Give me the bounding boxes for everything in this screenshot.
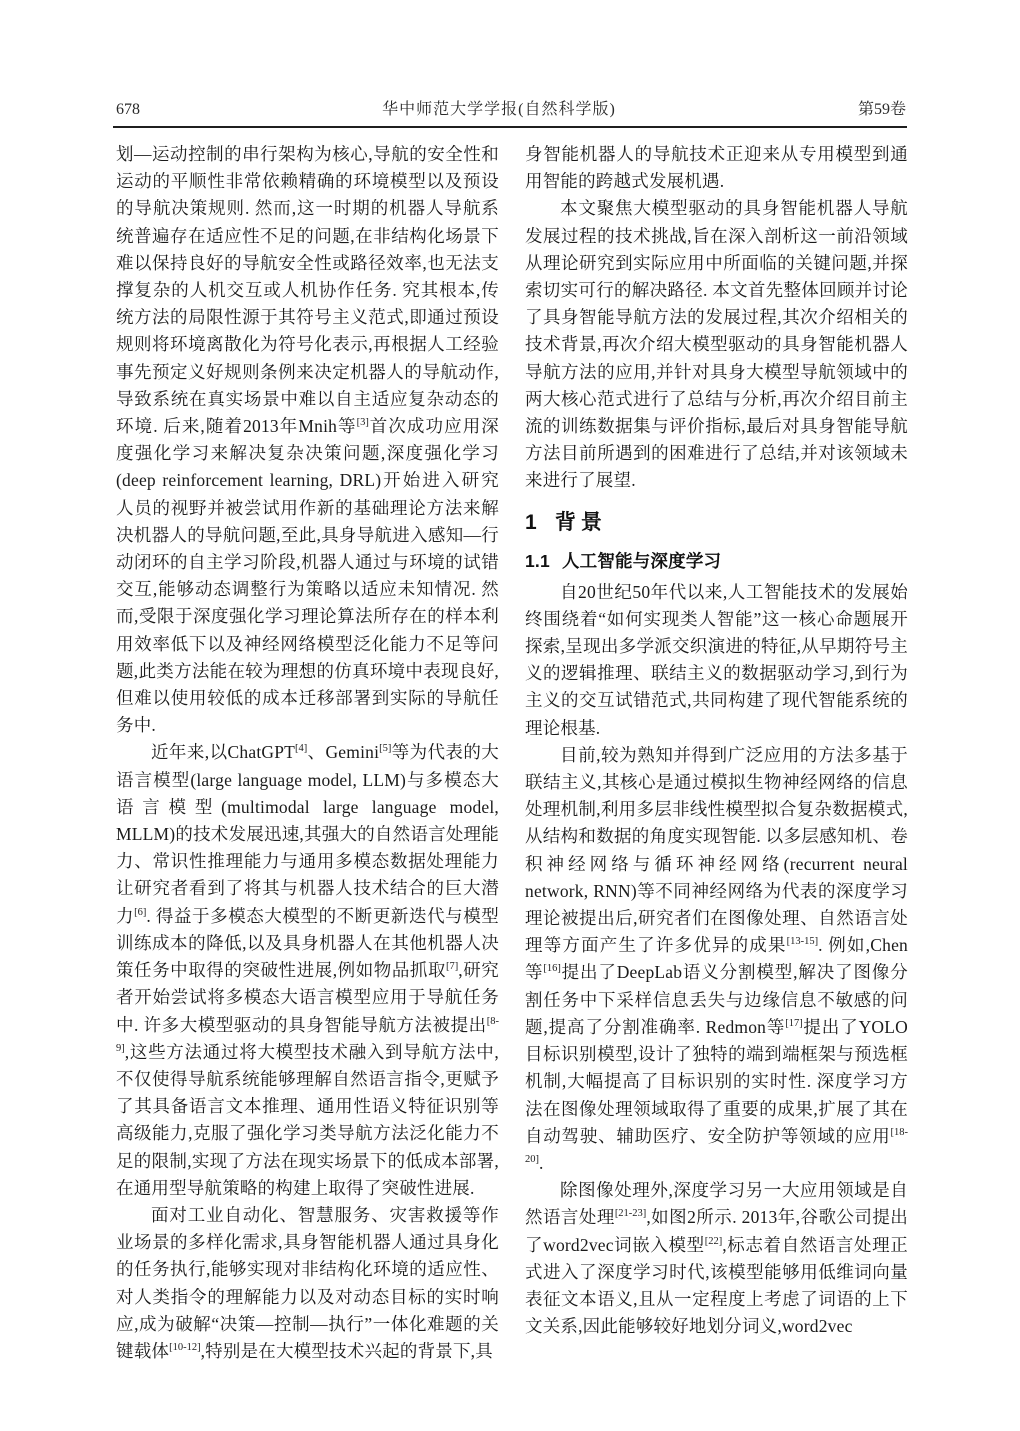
subsection-title: 人工智能与深度学习 xyxy=(561,550,722,571)
citation-ref: [16] xyxy=(543,963,561,975)
citation-ref: [5] xyxy=(379,743,392,755)
volume-label: 第59卷 xyxy=(857,101,906,118)
section-number: 1 xyxy=(525,510,537,534)
subsection-number: 1.1 xyxy=(525,550,550,571)
body-paragraph: 自20世纪50年代以来,人工智能技术的发展始终围绕着“如何实现类人智能”这一核心命题展开探索,呈现出多学派交织演进的特征,从早期符号主义的逻辑推理、联结主义的数据驱动学习,到行为主义的交互试错范式,共同构建了现代智能系统的理论根基. xyxy=(525,581,908,738)
citation-ref: [21-23] xyxy=(614,1208,647,1220)
citation-ref: [7] xyxy=(446,961,459,973)
right-column xyxy=(525,141,908,1365)
citation-ref: [17] xyxy=(785,1018,803,1030)
citation-ref: [13-15] xyxy=(786,936,819,948)
citation-ref: [8-9] xyxy=(116,1015,499,1054)
body-paragraph: 除图像处理外,深度学习另一大应用领域是自然语言处理[21-23],如图2所示. 2013年,谷歌公司提出了word2vec词嵌入模型[22],标志着自然语言处理正式进入了深度学习时代,该模型能够用低维词向量表征文本语义,且从一定程度上考虑了词语的上下文关系,因此能够较好地划分词义,word2vec xyxy=(525,1180,908,1337)
article-body xyxy=(116,141,908,1365)
header-divider xyxy=(113,126,907,128)
section-heading xyxy=(525,510,908,536)
left-column xyxy=(116,141,499,1365)
subsection-heading xyxy=(525,548,908,574)
citation-ref: [22] xyxy=(704,1235,723,1247)
page-header xyxy=(116,96,906,119)
citation-ref: [3] xyxy=(356,417,369,429)
citation-ref: [4] xyxy=(295,743,308,755)
body-paragraph: 身智能机器人的导航技术正迎来从专用模型到通用智能的跨越式发展机遇. xyxy=(525,144,908,192)
body-paragraph: 本文聚焦大模型驱动的具身智能机器人导航发展过程的技术挑战,旨在深入剖析这一前沿领域从理论研究到实际应用中所面临的关键问题,并探索切实可行的解决路径. 本文首先整体回顾并讨论了具身智能导航方法的发展过程,其次介绍相关的技术背景,再次介绍大模型驱动的具身智能机器人导航方法的应用,并针对具身大模型导航领域中的两大核心范式进行了总结与分析,再次介绍目前主流的训练数据集与评价指标,最后对具身智能导航方法目前所遇到的困难进行了总结,并对该领域未来进行了展望. xyxy=(525,198,908,491)
body-paragraph: 近年来,以ChatGPT[4]、Gemini[5]等为代表的大语言模型(large language model, LLM)与多模态大语言模型(multimodal large language model, MLLM)的技术发展迅速,其强大的自然语言处理能力、常识性推理能力与通用多模态数据处理能力让研究者看到了将其与机器人技术结合的巨大潜力[6]. 得益于多模态大模型的不断更新迭代与模型训练成本的降低,以及具身机器人在其他机器人决策任务中取得的突破性进展,例如物品抓取[7],研究者开始尝试将多模态大语言模型应用于导航任务中. 许多大模型驱动的具身智能导航方法被提出[8-9],这些方法通过将大模型技术融入到导航方法中,不仅使得导航系统能够理解自然语言指令,更赋予了其具备语言文本推理、通用性语义特征识别等高级能力,克服了强化学习类导航方法泛化能力不足的限制,实现了方法在现实场景下的低成本部署,在通用型导航策略的构建上取得了突破性进展. xyxy=(116,742,500,1198)
body-paragraph: 面对工业自动化、智慧服务、灾害救援等作业场景的多样化需求,具身智能机器人通过具身化的任务执行,能够实现对非结构化环境的适应性、对人类指令的理解能力以及对动态目标的实时响应,成为破解“决策—控制—执行”一体化难题的关键载体[10-12],特别是在大模型技术兴起的背景下,具 xyxy=(116,1204,499,1361)
citation-ref: [6] xyxy=(134,906,147,918)
page-number: 678 xyxy=(116,101,140,118)
body-paragraph: 目前,较为熟知并得到广泛应用的方法多基于联结主义,其核心是通过模拟生物神经网络的信息处理机制,利用多层非线性模型拟合复杂数据模式,从结构和数据的角度实现智能. 以多层感知机、卷积神经网络与循环神经网络(recurrent neural network, RNN)等不同神经网络为代表的深度学习理论被提出后,研究者们在图像处理、自然语言处理等方面产生了许多优异的成果[13-15]. 例如,Chen等[16]提出了DeepLab语义分割模型,解决了图像分割任务中下采样信息丢失与边缘信息不敏感的问题,提高了分割准确率. Redmon等[17]提出了YOLO目标识别模型,设计了独特的端到端框架与预选框机制,大幅提高了目标识别的实时性. 深度学习方法在图像处理领域取得了重要的成果,扩展了其在自动驾驶、辅助医疗、安全防护等领域的应用[18-20]. xyxy=(525,744,909,1173)
journal-title: 华中师范大学学报(自然科学版) xyxy=(382,101,616,118)
section-title: 背景 xyxy=(554,510,607,534)
citation-ref: [10-12] xyxy=(169,1342,201,1354)
body-paragraph: 划—运动控制的串行架构为核心,导航的安全性和运动的平顺性非常依赖精确的环境模型以及预设的导航决策规则. 然而,这一时期的机器人导航系统普遍存在适应性不足的问题,在非结构化场景下难以保持良好的导航安全性或路径效率,也无法支撑复杂的人机交互或人机协作任务. 究其根本,传统方法的局限性源于其符号主义范式,即通过预设规则将环境离散化为符号化表示,再根据人工经验事先预定义好规则条例来决定机器人的导航动作,导致系统在真实场景中难以自主适应复杂动态的环境. 后来,随着2013年Mnih等[3]首次成功应用深度强化学习来解决复杂决策问题,深度强化学习(deep reinforcement learning, DRL)开始进入研究人员的视野并被尝试用作新的基础理论方法来解决机器人的导航问题,至此,具身导航进入感知—行动闭环的自主学习阶段,机器人通过与环境的试错交互,能够动态调整行为策略以适应未知情况. 然而,受限于深度强化学习理论算法所存在的样本利用效率低下以及神经网络模型泛化能力不足等问题,此类方法能在较为理想的仿真环境中表现良好,但难以使用较低的成本迁移部署到实际的导航任务中. xyxy=(116,144,499,736)
citation-ref: [18-20] xyxy=(525,1126,908,1166)
